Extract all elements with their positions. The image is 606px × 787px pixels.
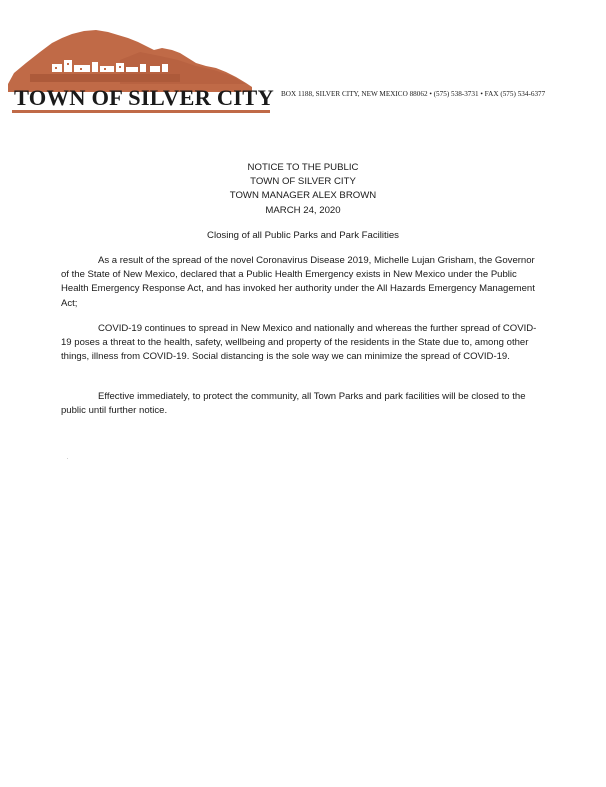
- body-paragraph: As a result of the spread of the novel Coronavirus Disease 2019, Michelle Lujan Grisham, the Governor of the State of New Mexico, declared that a Public Health Emergency exists in New Mexico under the Public Health Emergency Response Act, and has invoked her authority under the All Hazards Emergency Management Act;: [61, 255, 535, 309]
- body-paragraph: COVID-19 continues to spread in New Mexico and nationally and whereas the further spread of COVID-19 poses a threat to the health, safety, wellbeing and property of the residents in the State due to, among other things, illness from COVID-19. Social distancing is the sole way we can minimize the spread of COVID-19.: [61, 323, 537, 363]
- body-paragraph: Effective immediately, to protect the community, all Town Parks and park facilities will be closed to the public until further notice.: [61, 391, 526, 417]
- notice-title: NOTICE TO THE PUBLIC: [247, 162, 359, 173]
- contact-info: BOX 1188, SILVER CITY, NEW MEXICO 88062 • (575) 538-3731 • FAX (575) 534-6377: [281, 90, 546, 98]
- notice-issuer: TOWN OF SILVER CITY: [250, 176, 356, 188]
- scan-speck: [67, 458, 68, 459]
- header-rule: [12, 110, 270, 113]
- notice-author: TOWN MANAGER ALEX BROWN: [229, 190, 377, 202]
- letterhead: [0, 0, 606, 130]
- notice-heading: [0, 161, 606, 218]
- notice-subject: Closing of all Public Parks and Park Facilities: [207, 230, 399, 241]
- notice-date: MARCH 24, 2020: [265, 204, 341, 216]
- town-name: TOWN OF SILVER CITY: [14, 85, 274, 110]
